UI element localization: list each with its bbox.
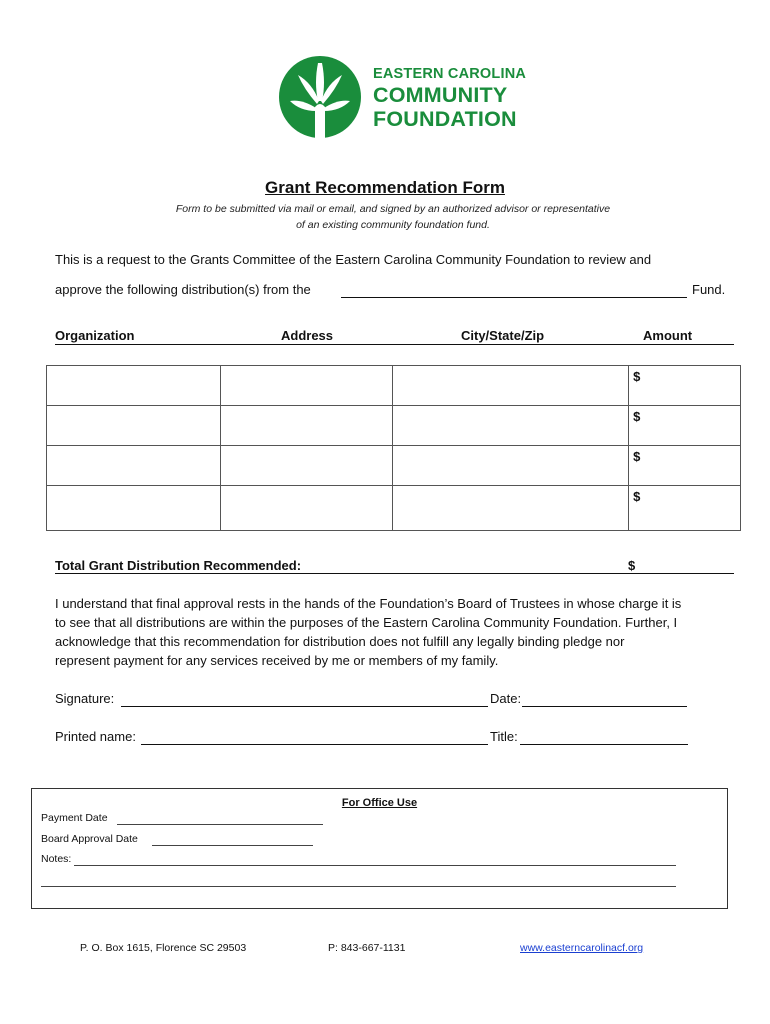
total-dollar-sign: $ bbox=[628, 558, 636, 573]
intro-line2-suffix: Fund. bbox=[692, 282, 726, 297]
address-cell[interactable] bbox=[220, 446, 393, 486]
signature-field[interactable] bbox=[121, 706, 488, 707]
logo-line2: COMMUNITY bbox=[373, 82, 508, 107]
city-state-zip-cell[interactable] bbox=[393, 406, 629, 446]
title-field[interactable] bbox=[520, 744, 688, 745]
payment-date-label: Payment Date bbox=[41, 812, 108, 824]
notes-field-line1[interactable] bbox=[74, 865, 676, 866]
notes-field-line2[interactable] bbox=[41, 886, 676, 887]
intro-line1: This is a request to the Grants Committee of the Eastern Carolina Community Foundation to review and bbox=[55, 252, 652, 267]
city-state-zip-cell[interactable] bbox=[393, 486, 629, 531]
amount-cell[interactable] bbox=[629, 406, 741, 446]
dollar-sign: $ bbox=[633, 449, 641, 464]
foundation-logo-icon bbox=[278, 55, 362, 139]
date-field[interactable] bbox=[522, 706, 687, 707]
acknowledgement-line3: acknowledge that this recommendation for distribution does not fulfill any legally binding pledge nor bbox=[55, 634, 625, 649]
printed-name-field[interactable] bbox=[141, 744, 488, 745]
header-address: Address bbox=[281, 328, 334, 343]
dollar-sign: $ bbox=[633, 369, 641, 384]
logo-line1: EASTERN CAROLINA bbox=[373, 66, 527, 82]
signature-label: Signature: bbox=[55, 691, 115, 706]
dollar-sign: $ bbox=[633, 409, 641, 424]
footer-address: P. O. Box 1615, Florence SC 29503 bbox=[80, 942, 247, 954]
office-use-box bbox=[31, 788, 728, 909]
table-row bbox=[47, 486, 741, 531]
notes-label: Notes: bbox=[41, 853, 72, 865]
intro-line2-prefix: approve the following distribution(s) from the bbox=[55, 282, 311, 297]
organization-cell[interactable] bbox=[47, 446, 221, 486]
organization-cell[interactable] bbox=[47, 366, 221, 406]
header-organization: Organization bbox=[55, 328, 135, 343]
address-cell[interactable] bbox=[220, 406, 393, 446]
page-title: Grant Recommendation Form bbox=[265, 178, 505, 197]
acknowledgement-line4: represent payment for any services received by me or members of my family. bbox=[55, 653, 499, 668]
address-cell[interactable] bbox=[220, 366, 393, 406]
organization-cell[interactable] bbox=[47, 406, 221, 446]
logo-text bbox=[373, 67, 526, 131]
acknowledgement-line1: I understand that final approval rests in the hands of the Foundation’s Board of Trustees in whose charge it is bbox=[55, 596, 682, 611]
footer-website-link[interactable]: www.easterncarolinacf.org bbox=[520, 942, 644, 954]
amount-cell[interactable] bbox=[629, 366, 741, 406]
payment-date-field[interactable] bbox=[117, 824, 323, 825]
table-row bbox=[47, 446, 741, 486]
subtitle-line1: Form to be submitted via mail or email, and signed by an authorized advisor or representative bbox=[175, 203, 611, 215]
address-cell[interactable] bbox=[220, 486, 393, 531]
total-amount-field[interactable] bbox=[55, 573, 734, 574]
dollar-sign: $ bbox=[633, 489, 641, 504]
amount-cell[interactable] bbox=[629, 486, 741, 531]
board-approval-date-field[interactable] bbox=[152, 845, 313, 846]
total-label: Total Grant Distribution Recommended: bbox=[55, 558, 302, 573]
header-underline bbox=[55, 344, 734, 345]
header-city-state-zip: City/State/Zip bbox=[461, 328, 545, 343]
city-state-zip-cell[interactable] bbox=[393, 446, 629, 486]
distribution-table bbox=[46, 365, 741, 531]
acknowledgement-line2: to see that all distributions are within the purposes of the Eastern Carolina Community Foundation. Further, I bbox=[55, 615, 678, 630]
city-state-zip-cell[interactable] bbox=[393, 366, 629, 406]
fund-name-field[interactable] bbox=[341, 297, 687, 298]
printed-name-label: Printed name: bbox=[55, 729, 136, 744]
organization-cell[interactable] bbox=[47, 486, 221, 531]
amount-cell[interactable] bbox=[629, 446, 741, 486]
footer-phone: P: 843-667-1131 bbox=[328, 942, 406, 954]
date-label: Date: bbox=[490, 691, 522, 706]
office-use-heading: For Office Use bbox=[341, 797, 418, 809]
title-label: Title: bbox=[490, 729, 518, 744]
table-row bbox=[47, 406, 741, 446]
board-approval-label: Board Approval Date bbox=[41, 833, 138, 845]
subtitle-line2: of an existing community foundation fund. bbox=[296, 219, 490, 231]
table-row bbox=[47, 366, 741, 406]
header-amount: Amount bbox=[643, 328, 693, 343]
logo-line3: FOUNDATION bbox=[373, 107, 517, 131]
